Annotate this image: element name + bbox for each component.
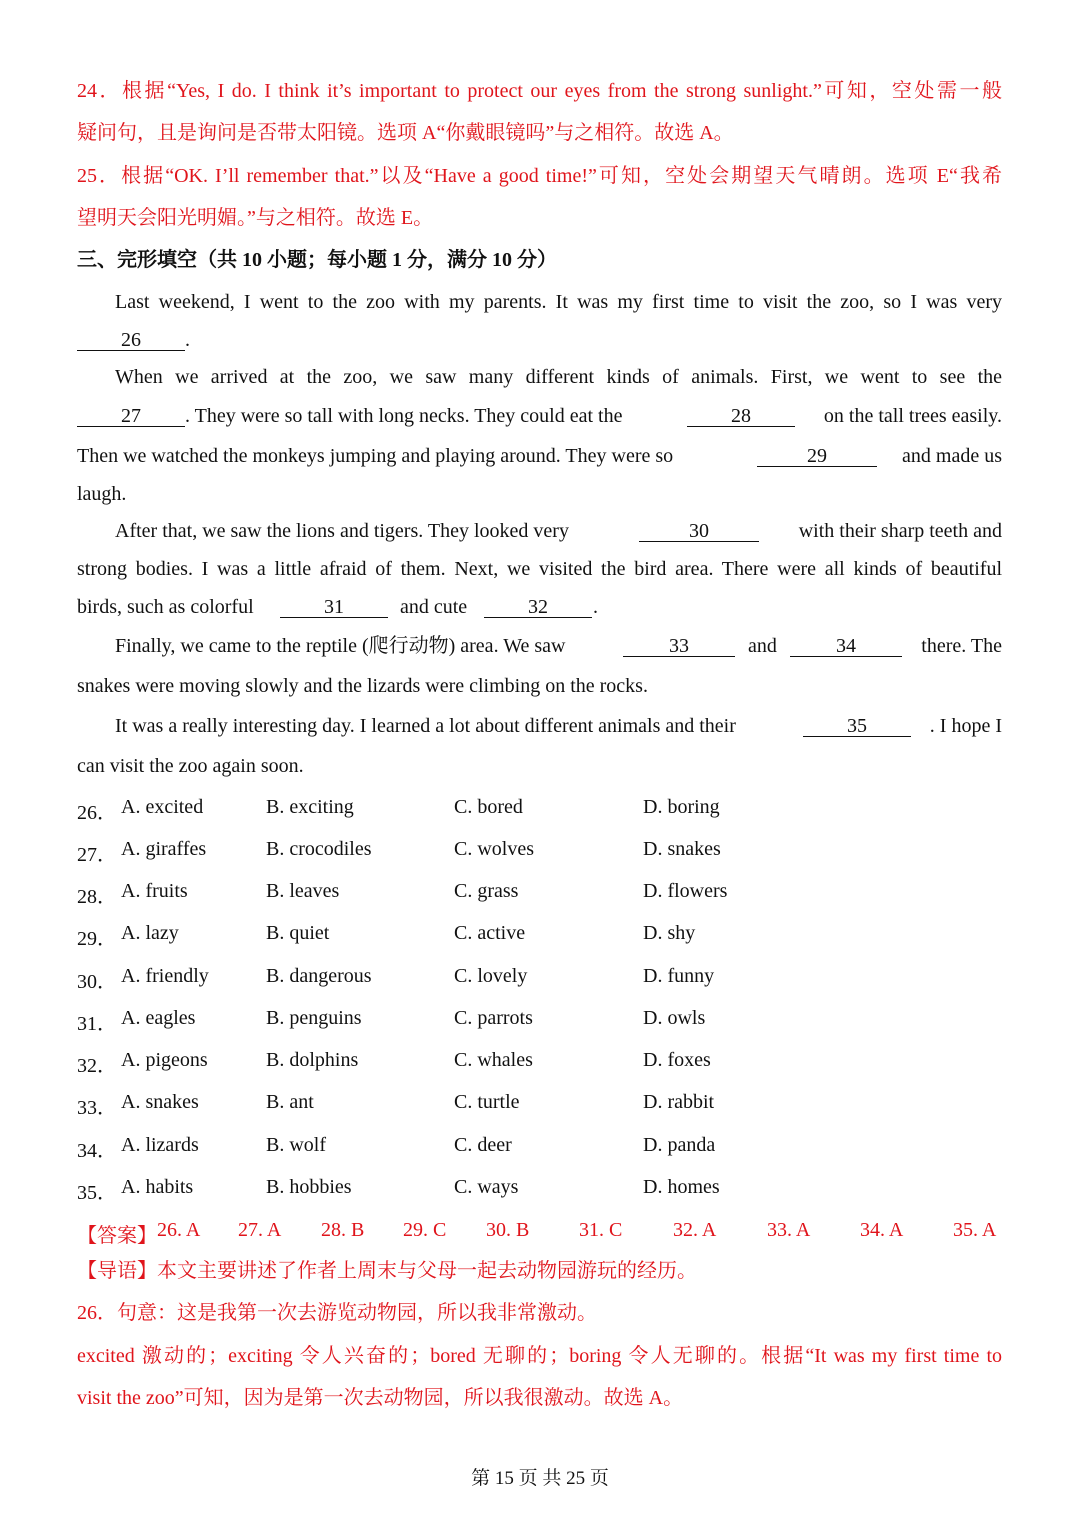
option-d: D. funny	[643, 965, 715, 987]
question-number: 27．	[77, 844, 117, 866]
option-a: A. pigeons	[121, 1049, 208, 1071]
option-a: A. eagles	[121, 1007, 196, 1029]
option-b: B. dangerous	[266, 965, 372, 987]
answer-item: 28. B	[321, 1219, 365, 1241]
question-number: 32．	[77, 1055, 117, 1077]
blank-32: 32	[484, 597, 592, 618]
blank-26: 26	[77, 330, 185, 351]
option-b: B. crocodiles	[266, 838, 372, 860]
blank-30: 30	[639, 521, 759, 542]
option-a: A. snakes	[121, 1091, 199, 1113]
option-d: D. flowers	[643, 880, 728, 902]
passage-p3-line1: After that, we saw the lions and tigers. They looked very 30 with their sharp teeth and	[115, 520, 1002, 542]
option-d: D. rabbit	[643, 1091, 715, 1113]
option-row	[77, 922, 1002, 950]
question-number: 33．	[77, 1097, 117, 1119]
q25-explanation-line2: 望明天会阳光明媚。”与之相符。故选 E。	[77, 207, 434, 229]
passage-p2-line3: Then we watched the monkeys jumping and playing around. They were so 29 and made us	[77, 445, 1002, 467]
option-b: B. quiet	[266, 922, 330, 944]
option-a: A. friendly	[121, 965, 209, 987]
option-a: A. excited	[121, 796, 204, 818]
option-d: D. owls	[643, 1007, 706, 1029]
blank-27: 27	[77, 406, 185, 427]
option-b: B. ant	[266, 1091, 314, 1113]
answer-item: 33. A	[767, 1219, 811, 1241]
answer-item: 31. C	[579, 1219, 623, 1241]
answer-item: 30. B	[486, 1219, 530, 1241]
question-number: 30．	[77, 971, 117, 993]
option-c: C. whales	[454, 1049, 533, 1071]
option-d: D. panda	[643, 1134, 716, 1156]
blank-35: 35	[803, 716, 911, 737]
passage-p3-line2: strong bodies. I was a little afraid of them. Next, we visited the bird area. There were all kinds of beautiful	[77, 558, 1002, 580]
option-b: B. hobbies	[266, 1176, 352, 1198]
option-b: B. wolf	[266, 1134, 326, 1156]
option-d: D. boring	[643, 796, 720, 818]
option-row	[77, 880, 1002, 908]
option-c: C. wolves	[454, 838, 534, 860]
option-d: D. snakes	[643, 838, 721, 860]
passage-p4-line1: Finally, we came to the reptile (爬行动物) area. We saw 33 and 34 there. The	[115, 635, 1002, 657]
passage-p1-line1: Last weekend, I went to the zoo with my parents. It was my first time to visit the zoo, so I was very	[115, 291, 1002, 313]
answer-item: 34. A	[860, 1219, 904, 1241]
option-c: C. lovely	[454, 965, 528, 987]
explanation-26-line1: 26．句意：这是我第一次去游览动物园，所以我非常激动。	[77, 1302, 597, 1324]
blank-29: 29	[757, 446, 877, 467]
option-c: C. parrots	[454, 1007, 533, 1029]
question-number: 34．	[77, 1140, 117, 1162]
option-c: C. turtle	[454, 1091, 520, 1113]
answer-label: 【答案】	[77, 1225, 157, 1247]
option-b: B. exciting	[266, 796, 354, 818]
passage-p5-line2: can visit the zoo again soon.	[77, 755, 304, 777]
page-footer: 第 15 页 共 25 页	[471, 1468, 609, 1489]
passage-p2-line1: When we arrived at the zoo, we saw many different kinds of animals. First, we went to see the	[115, 366, 1002, 388]
option-b: B. leaves	[266, 880, 340, 902]
answer-item: 32. A	[673, 1219, 717, 1241]
option-row	[77, 1176, 1002, 1204]
option-a: A. lizards	[121, 1134, 199, 1156]
question-number: 26．	[77, 802, 117, 824]
option-a: A. habits	[121, 1176, 194, 1198]
passage-p5-line1: It was a really interesting day. I learned a lot about different animals and their 35 . I hope I	[115, 715, 1002, 737]
answer-key	[77, 1219, 1002, 1247]
question-number: 29．	[77, 928, 117, 950]
blank-28: 28	[687, 406, 795, 427]
option-row	[77, 1134, 1002, 1162]
option-a: A. giraffes	[121, 838, 207, 860]
option-d: D. foxes	[643, 1049, 711, 1071]
option-c: C. active	[454, 922, 526, 944]
q24-explanation-line2: 疑问句，且是询问是否带太阳镜。选项 A“你戴眼镜吗”与之相符。故选 A。	[77, 122, 734, 144]
passage-p1-line2: 26 .	[77, 330, 1002, 351]
option-c: C. ways	[454, 1176, 519, 1198]
option-c: C. bored	[454, 796, 523, 818]
section-heading: 三、完形填空（共 10 小题；每小题 1 分，满分 10 分）	[77, 249, 557, 271]
blank-31: 31	[280, 597, 388, 618]
option-row	[77, 1049, 1002, 1077]
option-row	[77, 1007, 1002, 1035]
answer-item: 35. A	[953, 1219, 997, 1241]
q25-explanation-line1: 25．根据“OK. I’ll remember that.”以及“Have a good time!”可知，空处会期望天气晴朗。选项 E“我希	[77, 165, 1002, 187]
answer-item: 27. A	[238, 1219, 282, 1241]
option-row	[77, 965, 1002, 993]
answer-item: 26. A	[157, 1219, 201, 1241]
option-a: A. fruits	[121, 880, 188, 902]
passage-p4-line2: snakes were moving slowly and the lizards were climbing on the rocks.	[77, 675, 648, 697]
option-row	[77, 1091, 1002, 1119]
answer-item: 29. C	[403, 1219, 447, 1241]
question-number: 31．	[77, 1013, 117, 1035]
passage-p2-line4: laugh.	[77, 483, 127, 505]
option-b: B. dolphins	[266, 1049, 359, 1071]
option-d: D. shy	[643, 922, 696, 944]
option-a: A. lazy	[121, 922, 179, 944]
question-number: 35．	[77, 1182, 117, 1204]
option-c: C. grass	[454, 880, 519, 902]
blank-34: 34	[790, 636, 902, 657]
option-c: C. deer	[454, 1134, 512, 1156]
q24-explanation-line1: 24．根据“Yes, I do. I think it’s important to protect our eyes from the strong sunlight.”可知，空处需一般	[77, 80, 1002, 102]
explanation-26-line2: excited 激动的；exciting 令人兴奋的；bored 无聊的；boring 令人无聊的。根据“It was my first time to	[77, 1345, 1002, 1367]
option-row	[77, 796, 1002, 824]
guide-text: 【导语】本文主要讲述了作者上周末与父母一起去动物园游玩的经历。	[77, 1260, 697, 1282]
question-number: 28．	[77, 886, 117, 908]
option-b: B. penguins	[266, 1007, 362, 1029]
option-d: D. homes	[643, 1176, 720, 1198]
option-row	[77, 838, 1002, 866]
passage-p2-line2: 27 . They were so tall with long necks. They could eat the 28 on the tall trees easily.	[77, 406, 1002, 427]
passage-p3-line3: birds, such as colorful 31 and cute 32 .	[77, 596, 598, 618]
blank-33: 33	[623, 636, 735, 657]
explanation-26-line3: visit the zoo”可知，因为是第一次去动物园，所以我很激动。故选 A。	[77, 1387, 684, 1409]
